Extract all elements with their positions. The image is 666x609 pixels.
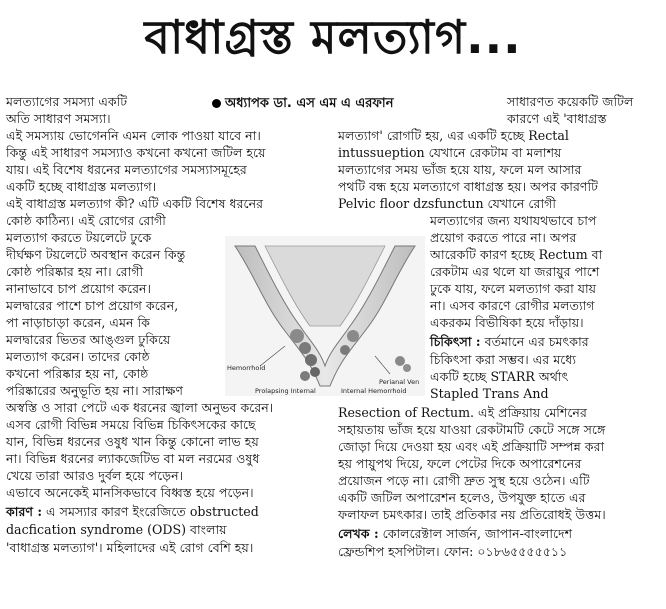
- text-line: সহায়তায় ভাঁজ হয়ে যাওয়া রেকটামটি কেটে সঙ্গে সঙ্গে: [338, 422, 606, 437]
- text-line: intussueption যেখানে রেকটাম বা মলাশয়: [338, 145, 562, 160]
- treatment-line: [430, 333, 589, 350]
- text-line: প্রয়োগ করতে পারে না। অপর: [430, 230, 577, 245]
- text-line: সাধারণত কয়েকটি জটিল: [507, 94, 634, 109]
- text-line: মলদ্বারের ভিতর আঙ্গুল ঢুকিয়ে: [6, 332, 171, 347]
- text-line: না। বিভিন্ন ধরনের ল্যাকজেটিভ বা মল নরমের ওষুধ: [6, 451, 260, 466]
- text-line: একটি জটিল অপারেশন হলেও, উপযুক্ত হাতে এর: [338, 490, 586, 505]
- text-line: কোষ্ঠ পরিষ্কার হয় না। রোগী: [6, 264, 144, 279]
- text-line: কিন্তু এই সাধারণ সমস্যাও কখনো কখনো জটিল হয়ে: [6, 145, 266, 160]
- text-line: মলদ্বারের পাশে চাপ প্রয়োগ করেন,: [6, 298, 179, 313]
- cause-line: [6, 503, 259, 520]
- text-line: রেকটাম এর থলে যা জরায়ুর পাশে: [430, 264, 600, 279]
- text-line: কখনো পরিষ্কার হয় না, কোষ্ঠ: [6, 366, 149, 381]
- text-line: কোষ্ঠ কাঠিন্য। এই রোগের রোগী: [6, 213, 166, 228]
- text-line: চিকিৎসা করা সম্ভব। এর মধ্যে: [430, 352, 576, 367]
- text-line: Pelvic floor dzsfunctun যেখানে রোগী: [338, 196, 556, 211]
- text-line: Resection of Rectum. এই প্রক্রিয়ায় মেশিনের: [338, 405, 587, 420]
- text-line: অতি সাধারণ সমস্যা।: [6, 111, 111, 126]
- text-line: ফলাফল চমৎকার। তাই প্রতিকার নয় প্রতিরোধই উত্তম।: [338, 507, 606, 522]
- text-line: ঢুকে যায়, ফলে মলত্যাগ করা যায়: [430, 281, 597, 296]
- text-line: ফ্রেন্ডশিপ হসপিটাল। ফোন: ০১৮৬৫৫৫৫৫১১: [338, 544, 568, 559]
- byline-text: অধ্যাপক ডা. এস এম এ এরফান: [225, 96, 394, 111]
- text-line: দীর্ঘক্ষণ টয়লেটে অবস্থান করেন কিন্তু: [6, 247, 186, 262]
- cause-text: এ সমস্যার কারণ ইংরেজিতে obstructed: [42, 504, 259, 519]
- cause-label: কারণ :: [6, 504, 43, 519]
- text-line: dacfication syndrome (ODS) বাংলায়: [6, 522, 227, 537]
- anorectal-diagram: [225, 236, 425, 396]
- treatment-label: চিকিৎসা :: [430, 334, 481, 349]
- text-line: না। এসব কারণে রোগীর মলত্যাগ: [430, 298, 595, 313]
- text-line: একরকম বিভীষিকা হয়ে দাঁড়ায়।: [430, 315, 584, 330]
- anatomy-illustration: [225, 236, 425, 396]
- text-line: যান, বিভিন্ন ধরনের ওষুধ খান কিন্তু কোনো লাভ হয়: [6, 434, 259, 449]
- text-line: এভাবে অনেকেই মানসিকভাবে বিধ্বস্ত হয়ে পড়েন।: [6, 485, 254, 500]
- text-line: যায়। এই বিশেষ ধরনের মলত্যাগের সমস্যাসমূহের: [6, 162, 247, 177]
- writer-label: লেখক :: [338, 526, 379, 541]
- text-line: পথটি বন্ধ হয়ে মলত্যাগে বাধাগ্রস্ত হয়। অপর কারণটি: [338, 179, 598, 194]
- text-line: জোড়া দিয়ে দেওয়া হয় এবং এই প্রক্রিয়াটি সম্পন্ন করা: [338, 439, 605, 454]
- text-line: এই সমস্যায় ভোগেননি এমন লোক পাওয়া যাবে না।: [6, 128, 261, 143]
- writer-text: কোলরেক্টাল সার্জন, জাপান-বাংলাদেশ: [378, 526, 573, 541]
- text-line: একটি হচ্ছে বাধাগ্রস্ত মলত্যাগ।: [6, 179, 157, 194]
- text-line: মলত্যাগের জন্য যথাযথভাবে চাপ: [430, 213, 597, 228]
- text-line: মলত্যাগ করতে টয়লেটে ঢুকে: [6, 230, 152, 245]
- text-line: পরিষ্কারের অনুভূতি হয় না। সারাক্ষণ: [6, 383, 184, 398]
- bullet-icon: [212, 99, 221, 108]
- text-line: মলত্যাগের সমস্যা একটি: [6, 94, 128, 109]
- text-line: পা নাড়াচাড়া করেন, এমন কি: [6, 315, 150, 330]
- text-line: 'বাধাগ্রস্ত মলত্যাগ'। মহিলাদের এই রোগ বেশি হয়।: [6, 540, 254, 555]
- text-line: এই বাধাগ্রস্ত মলত্যাগ কী? এটি একটি বিশেষ ধরনের: [6, 196, 264, 211]
- headline: বাধাগ্রস্ত মলত্যাগ...: [144, 10, 522, 64]
- text-line: Stapled Trans And: [430, 386, 549, 401]
- label-internal: Internal Hemorrhoid: [341, 387, 407, 395]
- label-perianal: Perianal Ven: [379, 378, 420, 386]
- treatment-text: বর্তমানে এর চমৎকার: [480, 334, 589, 349]
- text-line: মলত্যাগ' রোগটি হয়, এর একটি হচ্ছে Rectal: [338, 128, 569, 143]
- byline: [212, 94, 393, 115]
- label-prolapsing: Prolapsing Internal: [255, 387, 316, 395]
- writer-line: [338, 525, 572, 542]
- label-hemorrhoid: Hemorrhoid: [227, 364, 266, 372]
- text-line: আরেকটি কারণ হচ্ছে Rectum বা: [430, 247, 603, 262]
- text-line: কারণে এই 'বাধাগ্রস্ত: [507, 111, 607, 126]
- text-line: মলত্যাগের সময় ভাঁজ হয়ে যায়, ফলে মল আসার: [338, 162, 582, 177]
- text-line: এসব রোগী বিভিন্ন সময়ে বিভিন্ন চিকিৎসকের কাছে: [6, 417, 256, 432]
- text-line: হয় পায়ুপথ দিয়ে, ফলে পেটের দিকে অপারেশনের: [338, 456, 582, 471]
- text-line: অস্বস্তি ও সারা পেটে এক ধরনের জ্বালা অনুভব করেন।: [6, 400, 274, 415]
- text-line: মলত্যাগ করেন। তাদের কোষ্ঠ: [6, 349, 150, 364]
- text-line: নানাভাবে চাপ প্রয়োগ করেন।: [6, 281, 152, 296]
- text-line: প্রয়োজন পড়ে না। রোগী দ্রুত সুস্থ হয়ে ওঠেন। এটি: [338, 473, 590, 488]
- text-line: খেয়ে তারা আরও দুর্বল হয়ে পড়েন।: [6, 468, 184, 483]
- text-line: একটি হচ্ছে STARR অর্থাৎ: [430, 369, 569, 384]
